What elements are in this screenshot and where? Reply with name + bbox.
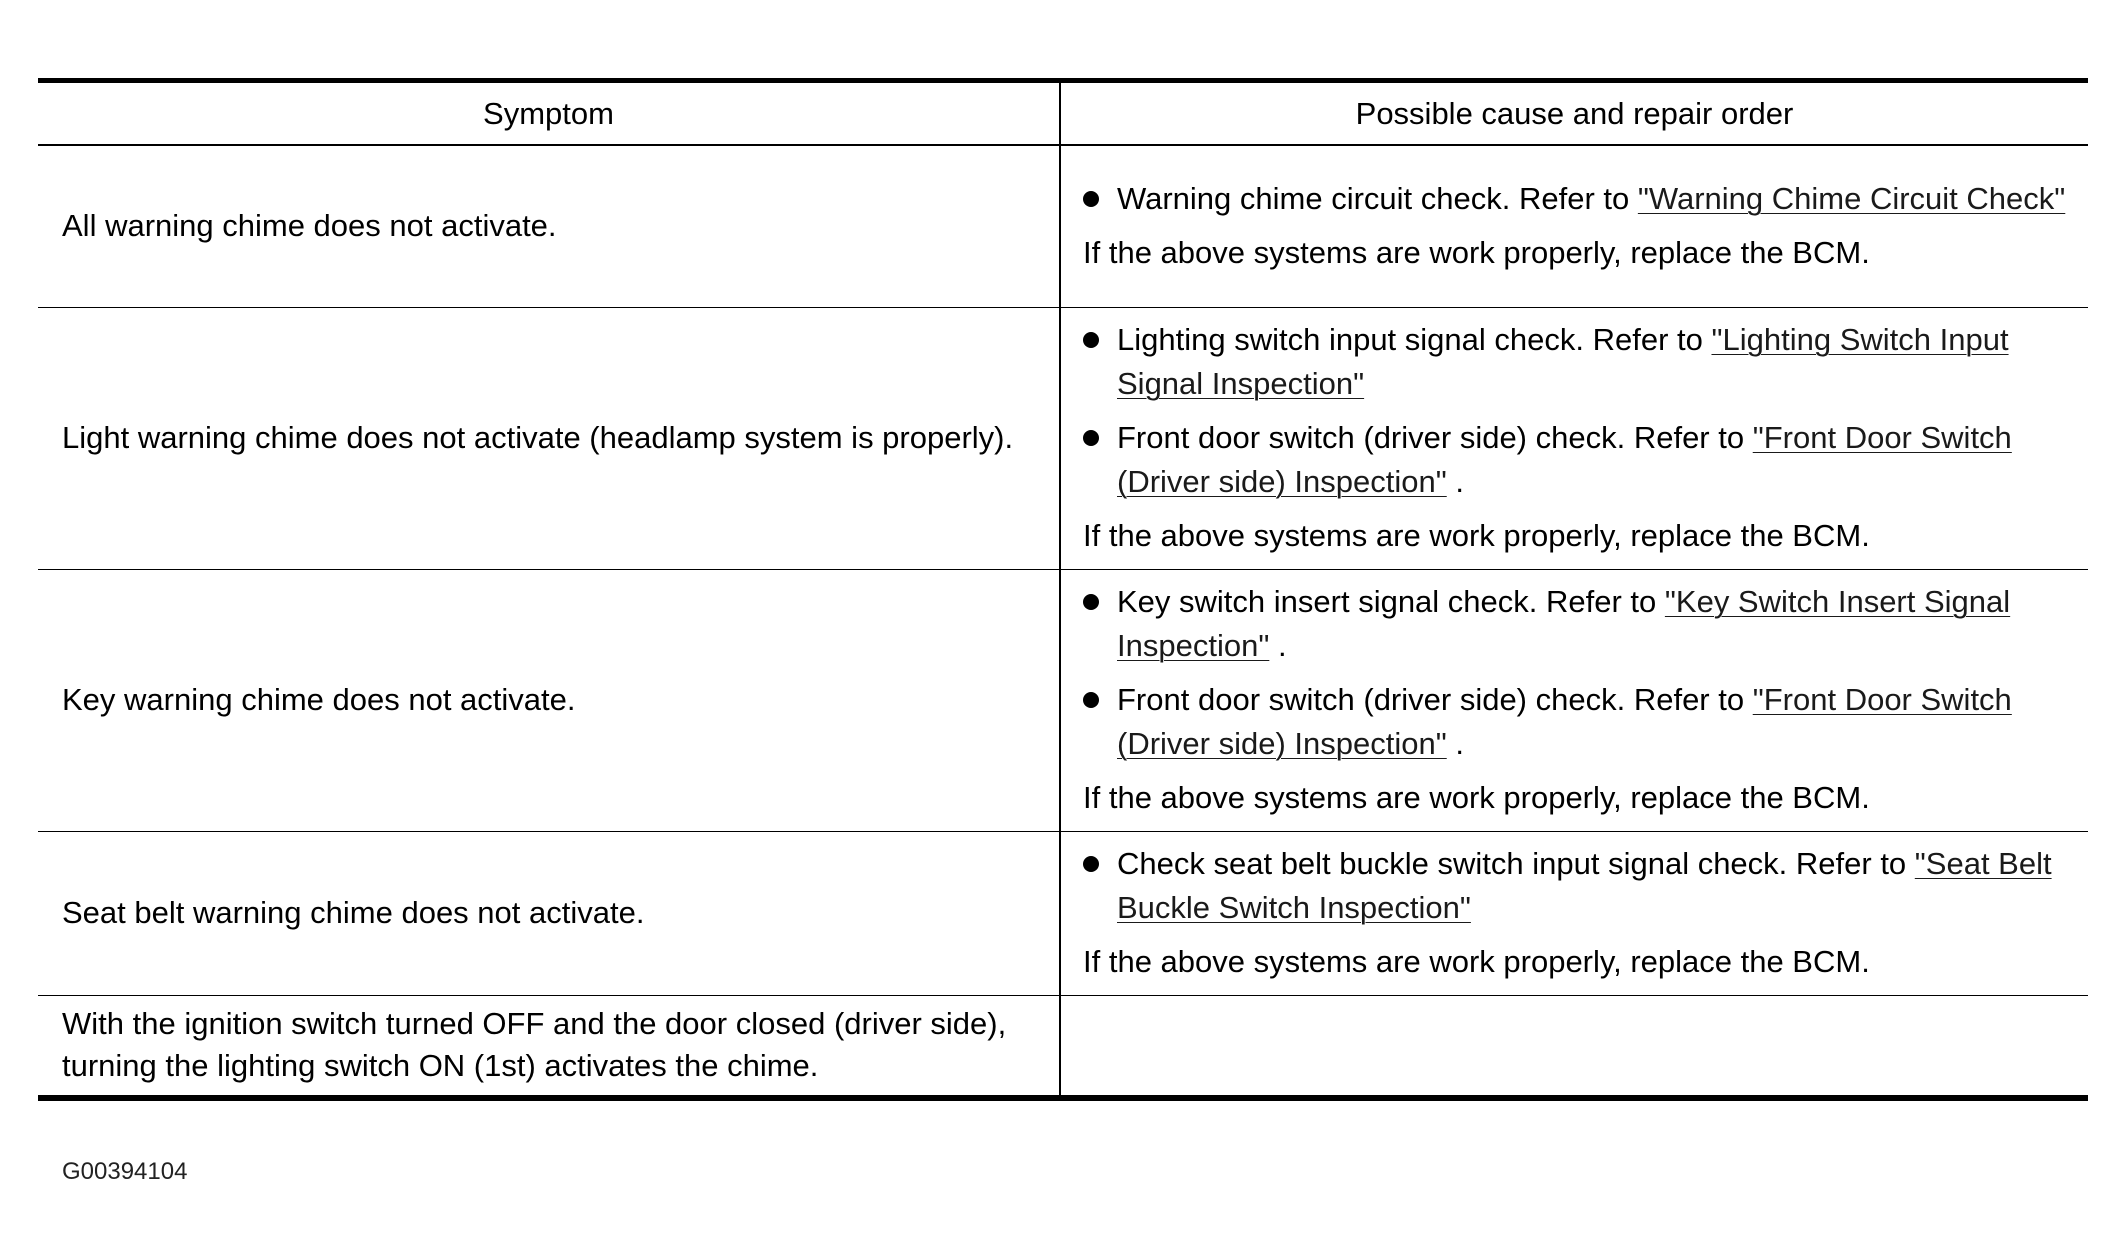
table-header-row [38, 83, 2088, 145]
bullet-text: Key switch insert signal check. Refer to [1117, 584, 1665, 619]
list-item [1083, 416, 2068, 504]
symptom-cell: All warning chime does not activate. [38, 145, 1060, 307]
symptom-cell: Light warning chime does not activate (headlamp system is properly). [38, 307, 1060, 569]
bullet-icon [1083, 430, 1099, 446]
conclusion-text: If the above systems are work properly, replace the BCM. [1083, 235, 1870, 271]
table-row [38, 145, 2088, 307]
table-row [38, 569, 2088, 831]
cause-cell [1060, 569, 2088, 831]
bullet-text: Front door switch (driver side) check. Refer to [1117, 420, 1753, 455]
bullet-suffix: . [1269, 628, 1287, 663]
bullet-text: Warning chime circuit check. Refer to [1117, 181, 1638, 217]
cause-cell [1060, 831, 2088, 995]
bullet-text: Front door switch (driver side) check. Refer to [1117, 682, 1753, 717]
reference-link[interactable]: "Front Door Switch (Driver side) Inspection" [1117, 682, 2012, 761]
bullet-suffix: . [1446, 726, 1464, 761]
symptom-cell: Key warning chime does not activate. [38, 569, 1060, 831]
list-item [1083, 842, 2068, 930]
bullet-icon [1083, 594, 1099, 610]
list-item [1083, 177, 2068, 221]
header-possible-cause: Possible cause and repair order [1060, 83, 2088, 145]
list-item [1083, 580, 2068, 668]
reference-link[interactable]: "Seat Belt Buckle Switch Inspection" [1117, 846, 2052, 925]
conclusion-text: If the above systems are work properly, replace the BCM. [1083, 518, 1870, 553]
symptom-table-wrapper [38, 78, 2088, 1101]
list-item [1083, 318, 2068, 406]
cause-cell-empty [1060, 995, 2088, 1095]
symptom-table [38, 83, 2088, 1095]
list-item [1083, 678, 2068, 766]
reference-link[interactable]: "Lighting Switch Input Signal Inspection" [1117, 322, 2009, 401]
table-row [38, 995, 2088, 1095]
cause-cell [1060, 145, 2088, 307]
header-symptom: Symptom [38, 83, 1060, 145]
bullet-text: Lighting switch input signal check. Refer to [1117, 322, 1712, 357]
symptom-cell: Seat belt warning chime does not activate. [38, 831, 1060, 995]
bullet-icon [1083, 856, 1099, 872]
bullet-icon [1083, 191, 1099, 207]
bullet-icon [1083, 692, 1099, 708]
reference-link[interactable]: "Warning Chime Circuit Check" [1637, 181, 2066, 217]
symptom-cell: With the ignition switch turned OFF and the door closed (driver side), turning the lighting switch ON (1st) activates the chime. [38, 995, 1060, 1095]
conclusion-text: If the above systems are work properly, replace the BCM. [1083, 944, 1870, 979]
table-row [38, 831, 2088, 995]
bullet-suffix: . [1446, 464, 1464, 499]
bullet-icon [1083, 332, 1099, 348]
cause-cell [1060, 307, 2088, 569]
document-id: G00394104 [62, 1158, 188, 1185]
bullet-text: Check seat belt buckle switch input signal check. Refer to [1117, 846, 1915, 881]
conclusion-text: If the above systems are work properly, replace the BCM. [1083, 780, 1870, 815]
reference-link[interactable]: "Key Switch Insert Signal Inspection" [1117, 584, 2011, 663]
table-row [38, 307, 2088, 569]
reference-link[interactable]: "Front Door Switch (Driver side) Inspection" [1117, 420, 2012, 499]
